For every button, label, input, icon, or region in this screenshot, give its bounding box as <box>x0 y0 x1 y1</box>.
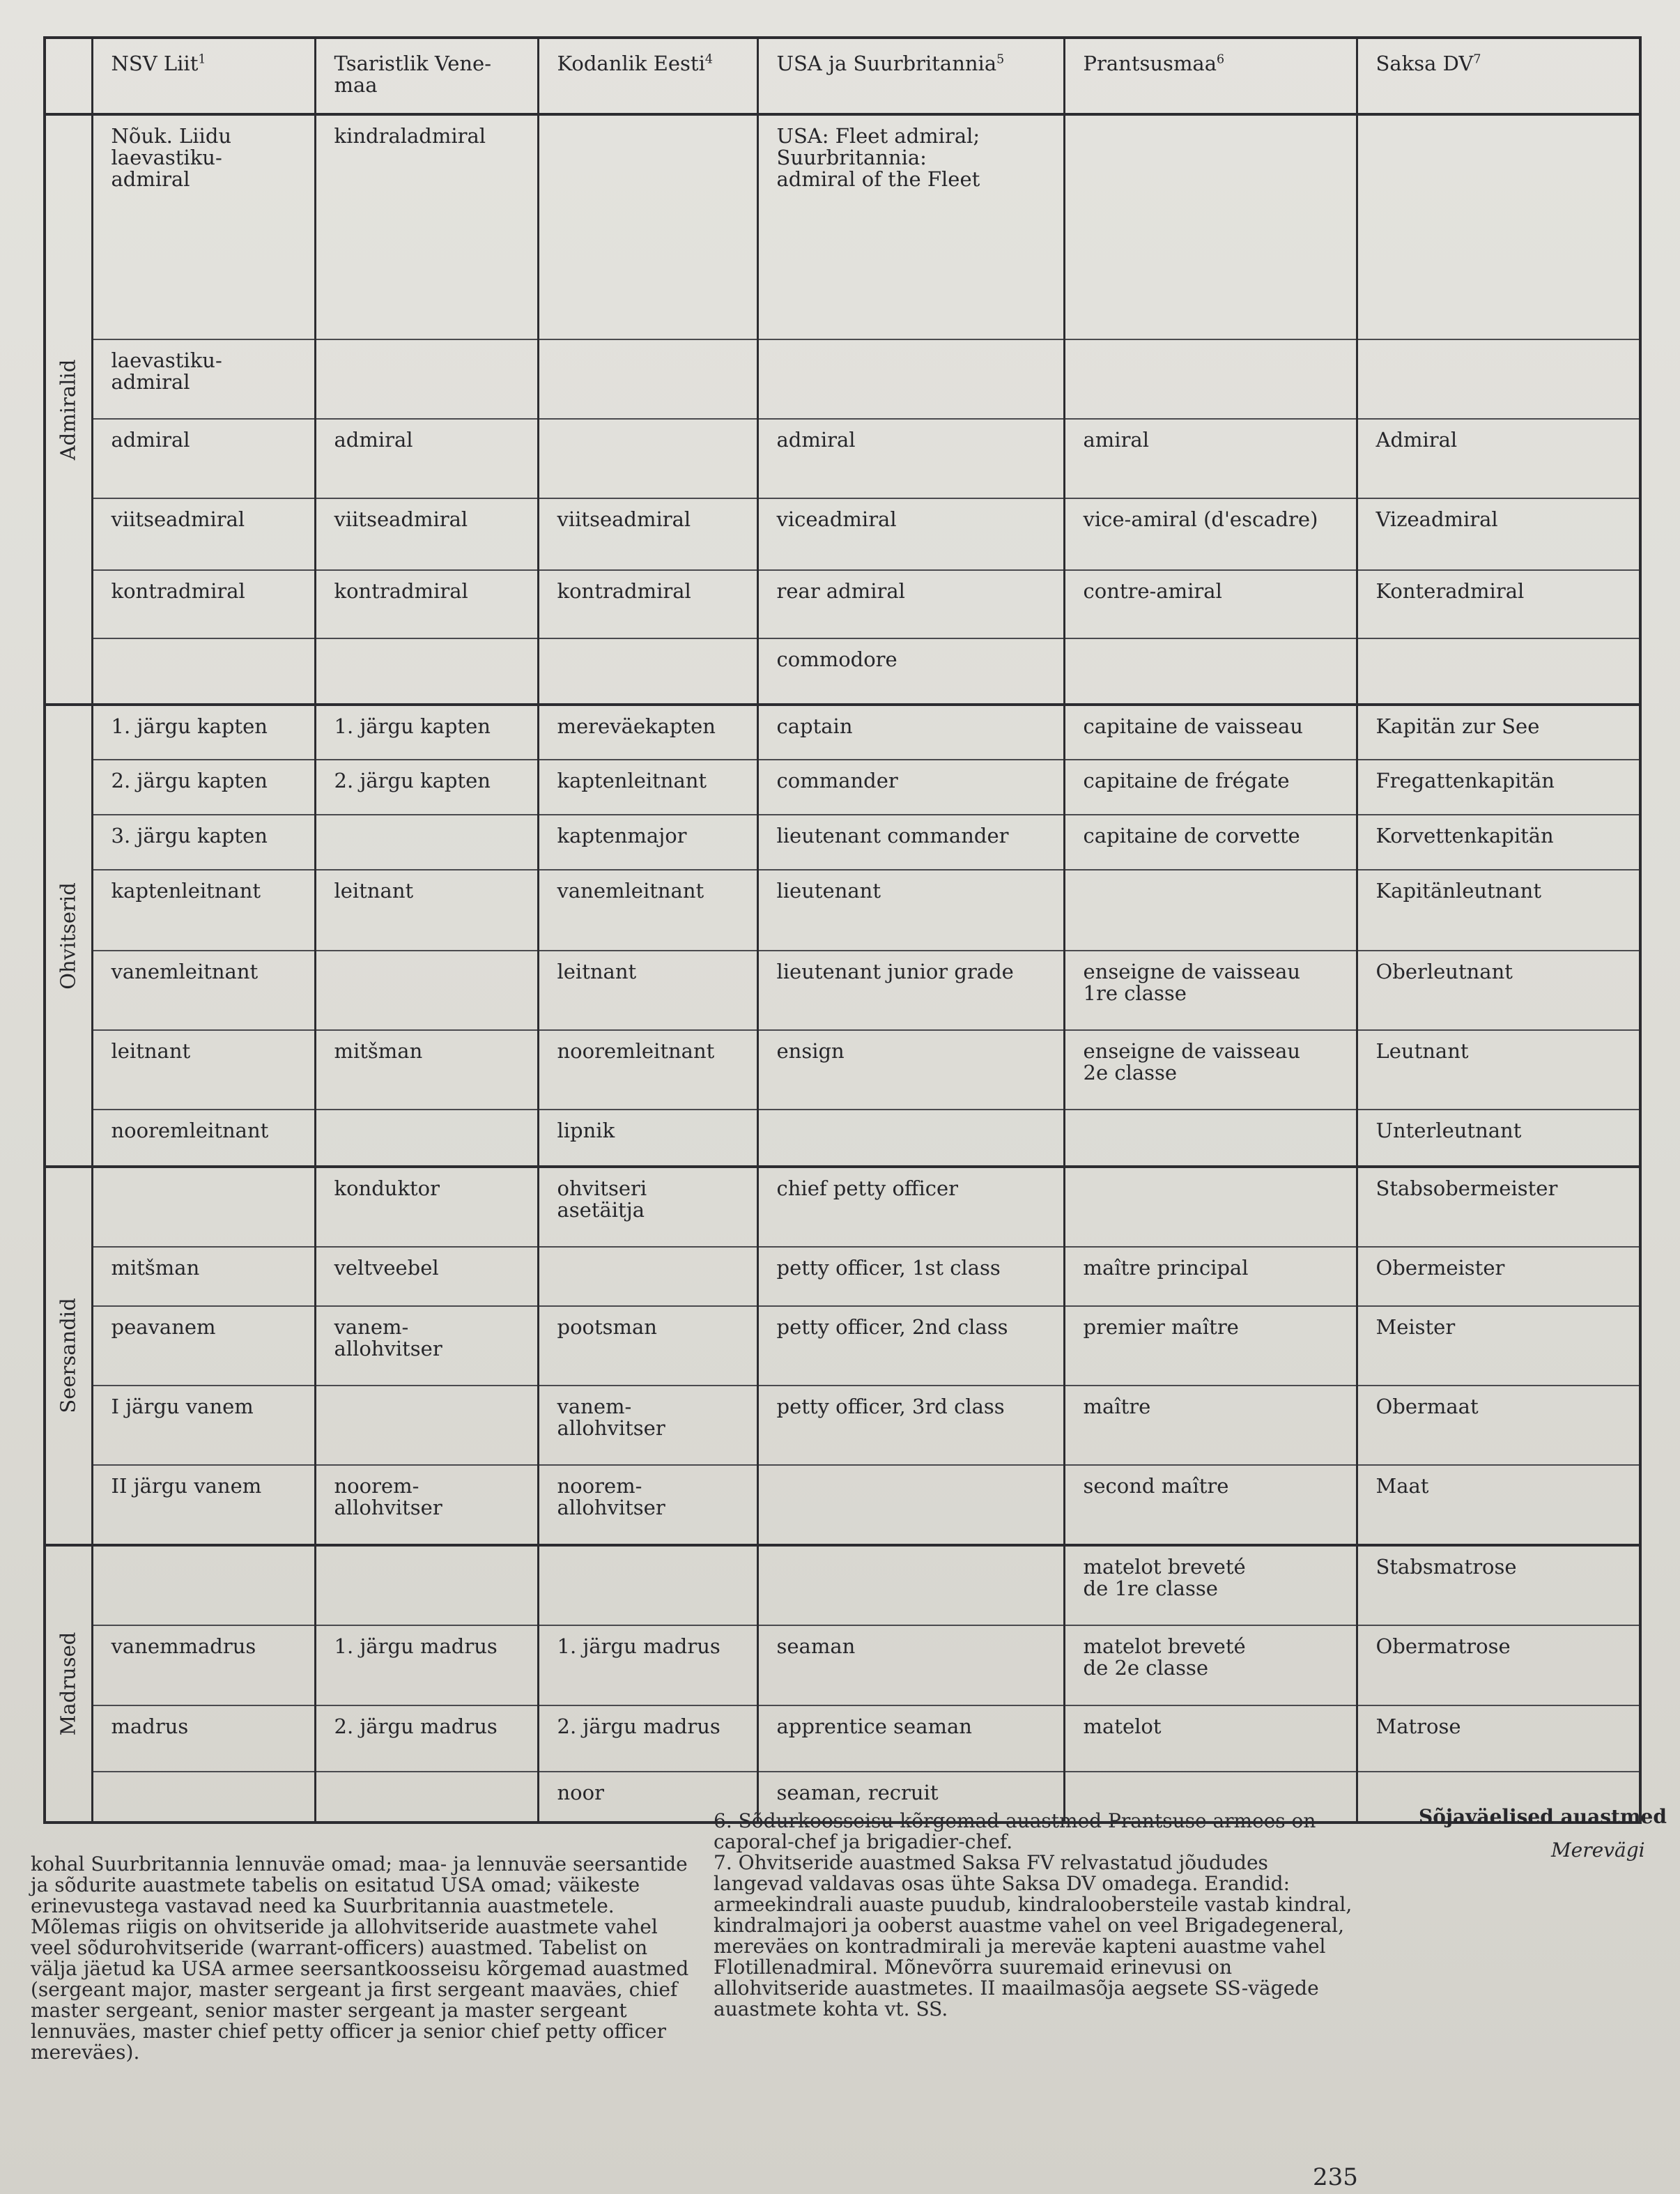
table-row <box>45 870 1640 951</box>
rank-cell: Unterleutnant <box>1357 1110 1640 1166</box>
rank-cell: commander <box>757 760 1064 815</box>
rank-cell: kontradmiral <box>92 570 315 638</box>
table-row <box>45 760 1640 815</box>
rank-cell: enseigne de vaisseau 1re classe <box>1064 951 1357 1030</box>
rank-cell <box>757 1110 1064 1166</box>
table-row <box>45 638 1640 705</box>
group-label <box>45 1545 92 1823</box>
rank-cell: viitseadmiral <box>92 498 315 570</box>
rank-cell: admiral <box>315 419 538 498</box>
rank-cell: capitaine de corvette <box>1064 815 1357 870</box>
rank-cell: 1. järgu madrus <box>538 1625 757 1705</box>
rank-cell <box>538 339 757 419</box>
rank-cell: leitnant <box>315 870 538 951</box>
rank-cell: nooremleitnant <box>92 1110 315 1166</box>
header-row <box>45 38 1640 114</box>
rank-cell: maître principal <box>1064 1247 1357 1305</box>
rank-cell: vanemleitnant <box>92 951 315 1030</box>
rank-cell: vice-amiral (d'escadre) <box>1064 498 1357 570</box>
rank-cell <box>92 1167 315 1247</box>
rank-cell: I järgu vanem <box>92 1386 315 1465</box>
rank-cell: Kapitän zur See <box>1357 705 1640 760</box>
rank-cell <box>1357 339 1640 419</box>
rank-cell: vanem- allohvitser <box>315 1306 538 1386</box>
rank-cell: vanemmadrus <box>92 1625 315 1705</box>
rank-cell <box>538 419 757 498</box>
rank-cell: Kapitänleutnant <box>1357 870 1640 951</box>
table-row <box>45 1386 1640 1465</box>
rank-cell <box>757 1465 1064 1545</box>
table-row <box>45 114 1640 339</box>
rank-cell: noorem- allohvitser <box>538 1465 757 1545</box>
col-header-3: Kodanlik Eesti$^4$ <box>538 38 757 114</box>
rank-cell <box>1064 1167 1357 1247</box>
rank-cell: capitaine de frégate <box>1064 760 1357 815</box>
col-header-5: Prantsusmaa$^6$ <box>1064 38 1357 114</box>
rank-cell: captain <box>757 705 1064 760</box>
rank-cell <box>538 1247 757 1305</box>
group-label <box>45 114 92 705</box>
caption-title: Sõjaväelised auastmed <box>1419 1805 1667 1828</box>
col-header-2: Tsaristlik Vene- maa <box>315 38 538 114</box>
rank-cell: admiral <box>92 419 315 498</box>
rank-cell: admiral <box>757 419 1064 498</box>
table-row <box>45 570 1640 638</box>
rank-cell: leitnant <box>92 1030 315 1110</box>
rank-cell: Matrose <box>1357 1705 1640 1772</box>
group-label <box>45 1167 92 1545</box>
rank-cell: Stabsmatrose <box>1357 1545 1640 1625</box>
rank-cell <box>315 638 538 705</box>
rank-cell: peavanem <box>92 1306 315 1386</box>
col-header-6: Saksa $DV^7$ <box>1357 38 1640 114</box>
rank-cell <box>315 951 538 1030</box>
rank-cell: veltveebel <box>315 1247 538 1305</box>
table-row <box>45 1110 1640 1166</box>
rank-cell <box>1064 1110 1357 1166</box>
rank-cell: 2. järgu kapten <box>315 760 538 815</box>
rank-table <box>43 36 1642 1824</box>
rank-cell: capitaine de vaisseau <box>1064 705 1357 760</box>
rank-cell: 2. järgu madrus <box>538 1705 757 1772</box>
table-row <box>45 498 1640 570</box>
rank-cell: II järgu vanem <box>92 1465 315 1545</box>
group-label <box>45 705 92 1167</box>
rank-cell <box>538 638 757 705</box>
rank-cell <box>757 339 1064 419</box>
rank-cell: madrus <box>92 1705 315 1772</box>
rank-cell: viitseadmiral <box>315 498 538 570</box>
rank-cell <box>92 1772 315 1823</box>
rank-cell: vanem- allohvitser <box>538 1386 757 1465</box>
rank-cell: kontradmiral <box>315 570 538 638</box>
rank-cell <box>315 339 538 419</box>
rank-cell: leitnant <box>538 951 757 1030</box>
rank-cell: Korvettenkapitän <box>1357 815 1640 870</box>
rank-cell <box>757 1545 1064 1625</box>
rank-cell: 1. järgu madrus <box>315 1625 538 1705</box>
table-row <box>45 1167 1640 1247</box>
rank-cell <box>1064 638 1357 705</box>
table-body <box>45 114 1640 1823</box>
rank-cell: Stabsobermeister <box>1357 1167 1640 1247</box>
rank-cell: pootsman <box>538 1306 757 1386</box>
rank-cell: Obermatrose <box>1357 1625 1640 1705</box>
rank-cell: 2. järgu madrus <box>315 1705 538 1772</box>
rank-cell: mitšman <box>92 1247 315 1305</box>
rank-cell: Konteradmiral <box>1357 570 1640 638</box>
rank-cell: vanemleitnant <box>538 870 757 951</box>
table-row <box>45 1545 1640 1625</box>
rank-cell: Maat <box>1357 1465 1640 1545</box>
rank-cell: konduktor <box>315 1167 538 1247</box>
caption-subtitle: Merevägi <box>1551 1839 1645 1862</box>
table-row <box>45 1465 1640 1545</box>
rank-cell: second maître <box>1064 1465 1357 1545</box>
col-header-1: NSV Liit$^1$ <box>92 38 315 114</box>
rank-cell: nooremleitnant <box>538 1030 757 1110</box>
rank-cell: ensign <box>757 1030 1064 1110</box>
rank-cell <box>538 1545 757 1625</box>
table-row <box>45 339 1640 419</box>
rank-cell: Meister <box>1357 1306 1640 1386</box>
group-label-text: Admiralid <box>56 359 80 460</box>
rank-cell: apprentice seaman <box>757 1705 1064 1772</box>
group-label-text: Madrused <box>56 1632 80 1736</box>
rank-cell <box>1064 114 1357 339</box>
table-row <box>45 1705 1640 1772</box>
rank-cell: kaptenmajor <box>538 815 757 870</box>
rank-cell: enseigne de vaisseau 2e classe <box>1064 1030 1357 1110</box>
rank-cell: Admiral <box>1357 419 1640 498</box>
rank-cell: Fregattenkapitän <box>1357 760 1640 815</box>
rank-cell: noor <box>538 1772 757 1823</box>
rank-cell: kaptenleitnant <box>92 870 315 951</box>
col-header-4: USA ja Suurbritannia$^5$ <box>757 38 1064 114</box>
table-row <box>45 815 1640 870</box>
rank-cell: matelot breveté de 1re classe <box>1064 1545 1357 1625</box>
table-row <box>45 705 1640 760</box>
rank-cell <box>92 638 315 705</box>
header-corner <box>45 38 92 114</box>
page-number: 235 <box>1313 2163 1358 2191</box>
table-row <box>45 419 1640 498</box>
rank-cell: kaptenleitnant <box>538 760 757 815</box>
rank-cell <box>1064 870 1357 951</box>
rank-cell: Oberleutnant <box>1357 951 1640 1030</box>
rank-cell: chief petty officer <box>757 1167 1064 1247</box>
footnote-right: 6. Sõdurkoosseisu kõrgemad auastmed Prantsuse armees on caporal-chef ja brigadier-chef. 7. Ohvitseride auastmed Saksa FV relvastatud jõududes langevad valdavas osas ühte Saksa DV omadega. Erandid: armeekindrali auaste puudub, kindraloobersteile vastab kindral, kindralmajori ja ooberst auastme vahel on veel Brigadegeneral, mereväes on kontradmirali ja mereväe kapteni auastme vahel Flotillenadmiral. Mõnevõrra suuremaid erinevusi on allohvitseride auastmetes. II maailmasõja aegsete SS-vägede auastmete kohta vt. SS. <box>714 1809 1353 2020</box>
rank-cell: mitšman <box>315 1030 538 1110</box>
rank-cell: viitseadmiral <box>538 498 757 570</box>
rank-cell: viceadmiral <box>757 498 1064 570</box>
rank-cell: Leutnant <box>1357 1030 1640 1110</box>
rank-cell: lieutenant <box>757 870 1064 951</box>
rank-cell <box>1357 638 1640 705</box>
rank-cell <box>92 1545 315 1625</box>
rank-cell: rear admiral <box>757 570 1064 638</box>
group-label-text: Ohvitserid <box>56 882 80 990</box>
rank-cell <box>538 114 757 339</box>
rank-cell: kontradmiral <box>538 570 757 638</box>
rank-cell: lieutenant junior grade <box>757 951 1064 1030</box>
rank-cell: maître <box>1064 1386 1357 1465</box>
rank-cell: petty officer, 1st class <box>757 1247 1064 1305</box>
group-label-text: Seersandid <box>56 1298 80 1414</box>
rank-cell: lipnik <box>538 1110 757 1166</box>
rank-cell <box>315 815 538 870</box>
rank-cell: 1. järgu kapten <box>92 705 315 760</box>
rank-cell: noorem- allohvitser <box>315 1465 538 1545</box>
rank-cell: petty officer, 3rd class <box>757 1386 1064 1465</box>
table-row <box>45 1625 1640 1705</box>
rank-cell: Obermeister <box>1357 1247 1640 1305</box>
rank-cell: Vizeadmiral <box>1357 498 1640 570</box>
rank-cell <box>315 1110 538 1166</box>
rank-cell <box>315 1386 538 1465</box>
rank-cell: premier maître <box>1064 1306 1357 1386</box>
footnote-left: kohal Suurbritannia lennuväe omad; maa- ja lennuväe seersantide ja sõdurite auastmete tabelis on esitatud USA omad; väikeste erinevustega vastavad need ka Suurbritannia auastmetele. Mõlemas riigis on ohvitseride ja allohvitseride auastmete vahel veel sõdurohvitseride (warrant-officers) auastmed. Tabelist on välja jäetud ka USA armee seersantkoosseisu kõrgemad auastmed (sergeant major, master sergeant ja first sergeant maaväes, chief master sergeant, senior master sergeant ja master sergeant lennuväes, master chief petty officer ja senior chief petty officer mereväes). <box>31 1852 689 2064</box>
rank-cell: matelot breveté de 2e classe <box>1064 1625 1357 1705</box>
rank-cell: lieutenant commander <box>757 815 1064 870</box>
rank-cell: contre-amiral <box>1064 570 1357 638</box>
table-row <box>45 1247 1640 1305</box>
rank-cell <box>1064 339 1357 419</box>
table-row <box>45 951 1640 1030</box>
rank-cell: ohvitseri asetäitja <box>538 1167 757 1247</box>
rank-cell: matelot <box>1064 1705 1357 1772</box>
rank-cell: USA: Fleet admiral; Suurbritannia: admiral of the Fleet <box>757 114 1064 339</box>
rank-cell: mereväekapten <box>538 705 757 760</box>
rank-cell: 3. järgu kapten <box>92 815 315 870</box>
rank-cell: kindraladmiral <box>315 114 538 339</box>
rank-cell: petty officer, 2nd class <box>757 1306 1064 1386</box>
rank-cell: Nõuk. Liidu laevastiku- admiral <box>92 114 315 339</box>
rank-cell: amiral <box>1064 419 1357 498</box>
table-row <box>45 1030 1640 1110</box>
rank-cell: seaman <box>757 1625 1064 1705</box>
rank-cell: 2. järgu kapten <box>92 760 315 815</box>
table-row <box>45 1306 1640 1386</box>
rank-cell <box>315 1772 538 1823</box>
rank-cell: commodore <box>757 638 1064 705</box>
rank-cell: 1. järgu kapten <box>315 705 538 760</box>
rank-cell: seaman, recruit <box>757 1772 1064 1823</box>
rank-cell: Obermaat <box>1357 1386 1640 1465</box>
rank-cell <box>1357 114 1640 339</box>
rank-cell <box>315 1545 538 1625</box>
rank-cell: laevastiku- admiral <box>92 339 315 419</box>
